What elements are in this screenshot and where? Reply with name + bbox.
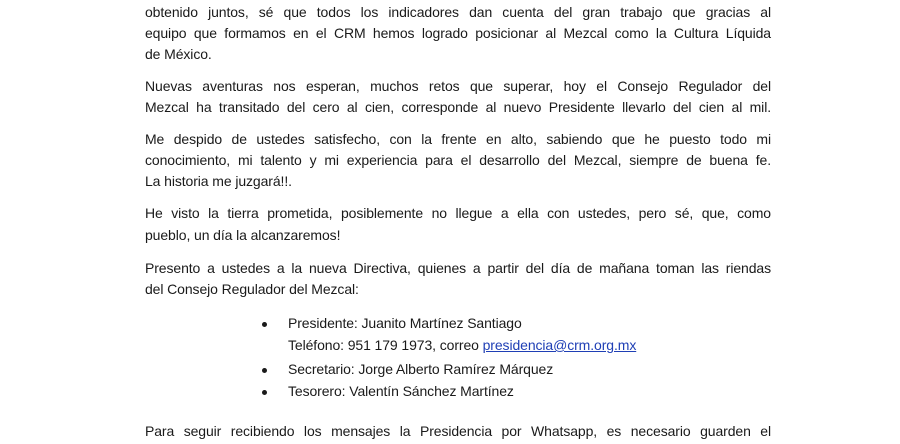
paragraph-5-line-1: Presento a ustedes a la nueva Directiva, quienes a partir del día de mañana toman las riendas [145, 260, 771, 276]
paragraph-1-line-1: obtenido juntos, sé que todos los indicadores dan cuenta del gran trabajo que gracias al [145, 4, 771, 20]
bullet-icon [262, 381, 267, 402]
paragraph-3-line-1: Me despido de ustedes satisfecho, con la frente en alto, sabiendo que he puesto todo mi [145, 131, 771, 147]
paragraph-4-line-2: pueblo, un día la alcanzaremos! [145, 227, 341, 243]
bullet-icon [262, 359, 267, 380]
paragraph-2-line-2: Mezcal ha transitado del cero al cien, corresponde al nuevo Presidente llevarlo del cien al mil. [145, 99, 771, 115]
paragraph-1-line-2: equipo que formamos en el CRM hemos logrado posicionar al Mezcal como la Cultura Líquida [145, 25, 771, 41]
secretario-item: Secretario: Jorge Alberto Ramírez Márquez [288, 361, 554, 377]
telefono-text: Teléfono: 951 179 1973, correo [288, 337, 483, 353]
paragraph-3-line-3: La historia me juzgará!!. [145, 173, 292, 189]
email-link[interactable]: presidencia@crm.org.mx [482, 337, 637, 353]
tesorero-item: Tesorero: Valentín Sánchez Martínez [288, 383, 514, 399]
closing-line: Para seguir recibiendo los mensajes la Presidencia por Whatsapp, es necesario guarden el [145, 423, 771, 439]
paragraph-4-line-1: He visto la tierra prometida, posiblemente no llegue a ella con ustedes, pero sé, que, como [145, 205, 771, 221]
telefono-line [288, 335, 636, 356]
paragraph-3-line-2: conocimiento, mi talento y mi experiencia para el desarrollo del Mezcal, siempre de buena fe. [145, 152, 771, 168]
presidente-item: Presidente: Juanito Martínez Santiago [288, 315, 522, 331]
paragraph-1-line-3: de México. [145, 46, 212, 62]
paragraph-5-line-2: del Consejo Regulador del Mezcal: [145, 281, 359, 297]
bullet-icon [262, 313, 267, 334]
paragraph-2-line-1: Nuevas aventuras nos esperan, muchos retos que superar, hoy el Consejo Regulador del [145, 78, 771, 94]
